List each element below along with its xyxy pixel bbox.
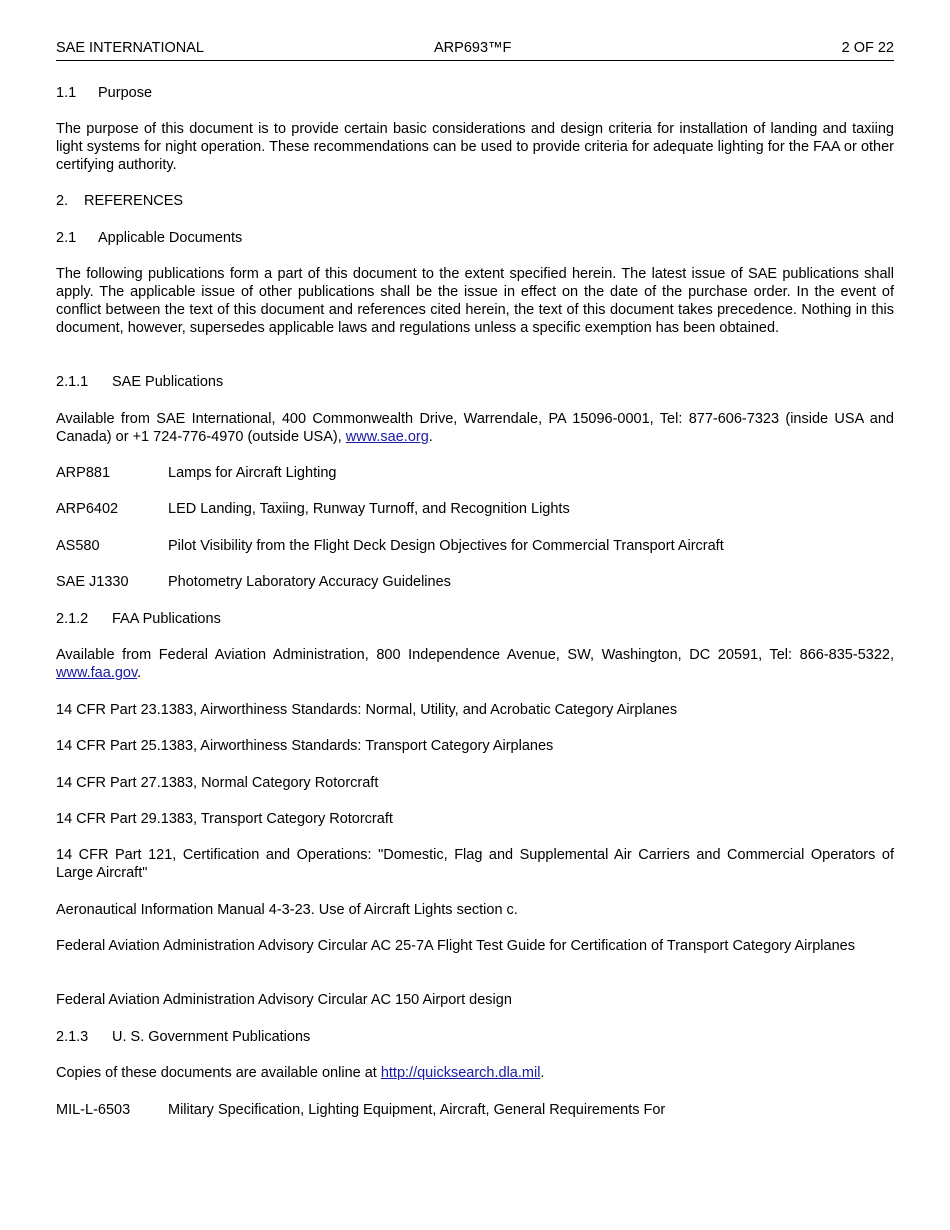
gov-availability-paragraph: Copies of these documents are available online at http://quicksearch.dla.mil. bbox=[56, 1065, 545, 1081]
section-2-1-body: The following publications form a part of this document to the extent specified herein. The latest issue of SAE publications shall apply. The applicable issue of other publications shall be the issue in effect on the date of the purchase order. In the event of conflict between the text of this document and references cited herein, the text of this document takes precedence. Nothing in this document, however, supersedes applicable laws and regulations unless a specific exemption has been obtained. bbox=[56, 266, 894, 336]
faa-website-link[interactable]: www.faa.gov bbox=[56, 665, 138, 681]
section-2-heading: 2. REFERENCES bbox=[56, 193, 184, 209]
reference-sae-j1330: SAE J1330 Photometry Laboratory Accuracy Guidelines bbox=[56, 574, 451, 590]
reference-as580: AS580 Pilot Visibility from the Flight Deck Design Objectives for Commercial Transport Aircraft bbox=[56, 538, 724, 554]
section-1-1-heading: 1.1 Purpose bbox=[56, 85, 153, 101]
faa-reference-item: 14 CFR Part 121, Certification and Operations: "Domestic, Flag and Supplemental Air Carriers and Commercial Operators of Large Aircraft" bbox=[56, 847, 894, 881]
faa-reference-item: 14 CFR Part 25.1383, Airworthiness Standards: Transport Category Airplanes bbox=[56, 738, 554, 754]
faa-reference-item: Federal Aviation Administration Advisory Circular AC 25-7A Flight Test Guide for Certification of Transport Category Airplanes bbox=[56, 938, 855, 954]
section-2-1-3-heading: 2.1.3 U. S. Government Publications bbox=[56, 1029, 311, 1045]
section-2-1-2-heading: 2.1.2 FAA Publications bbox=[56, 611, 221, 627]
faa-reference-item: 14 CFR Part 23.1383, Airworthiness Standards: Normal, Utility, and Acrobatic Category Airplanes bbox=[56, 702, 678, 718]
reference-mil-l-6503: MIL-L-6503 Military Specification, Lighting Equipment, Aircraft, General Requirements For bbox=[56, 1102, 666, 1118]
reference-arp881: ARP881 Lamps for Aircraft Lighting bbox=[56, 465, 337, 481]
header-page-number: 2 OF 22 bbox=[841, 40, 894, 56]
header-doc-id: ARP693™F bbox=[434, 40, 512, 56]
page-header bbox=[56, 38, 894, 61]
section-1-1-body: The purpose of this document is to provide certain basic considerations and design criteria for installation of landing and taxiing light systems for night operation. These recommendations can be used to provide criteria for adequate lighting for the FAA or other certifying authority. bbox=[56, 121, 894, 173]
section-2-1-1-heading: 2.1.1 SAE Publications bbox=[56, 374, 224, 390]
quicksearch-link[interactable]: http://quicksearch.dla.mil bbox=[380, 1065, 541, 1081]
header-org: SAE INTERNATIONAL bbox=[56, 40, 204, 56]
faa-reference-item: Aeronautical Information Manual 4-3-23. Use of Aircraft Lights section c. bbox=[56, 902, 518, 918]
sae-availability-paragraph: Available from SAE International, 400 Commonwealth Drive, Warrendale, PA 15096-0001, Tel: 877-606-7323 (inside USA and Canada) or +1 724-776-4970 (outside USA), www.sae.org. bbox=[56, 411, 894, 445]
faa-availability-paragraph: Available from Federal Aviation Administration, 800 Independence Avenue, SW, Washington, DC 20591, Tel: 866-835-5322, www.faa.gov. bbox=[56, 647, 894, 681]
section-2-1-heading: 2.1 Applicable Documents bbox=[56, 230, 243, 246]
faa-reference-item: Federal Aviation Administration Advisory Circular AC 150 Airport design bbox=[56, 992, 512, 1008]
faa-reference-item: 14 CFR Part 29.1383, Transport Category Rotorcraft bbox=[56, 811, 393, 827]
faa-reference-item: 14 CFR Part 27.1383, Normal Category Rotorcraft bbox=[56, 775, 379, 791]
sae-website-link[interactable]: www.sae.org bbox=[345, 429, 429, 445]
reference-arp6402: ARP6402 LED Landing, Taxiing, Runway Turnoff, and Recognition Lights bbox=[56, 501, 570, 517]
